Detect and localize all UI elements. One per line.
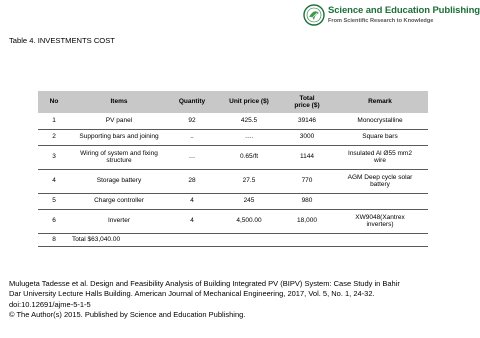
cell-unit-price: 4,500.00 bbox=[236, 217, 262, 225]
cell-remark bbox=[332, 169, 428, 193]
header-total-price bbox=[282, 91, 332, 113]
cell-item-line2: structure bbox=[106, 157, 132, 164]
citation-block bbox=[9, 279, 445, 320]
cell-remark: Monocrystalline bbox=[357, 117, 403, 125]
header-unit-price: Unit price ($) bbox=[229, 98, 269, 106]
cell-item bbox=[70, 145, 168, 169]
table-row bbox=[38, 193, 428, 209]
cell-remark-line1: AGM Deep cycle solar bbox=[347, 173, 413, 181]
cell-quantity: 4 bbox=[190, 197, 194, 205]
cell-remark-line2: inverters) bbox=[366, 221, 394, 228]
cell-no: 2 bbox=[52, 133, 56, 141]
citation-copyright: © The Author(s) 2015. Published by Science and Education Publishing. bbox=[9, 309, 246, 319]
cell-quantity: 4 bbox=[190, 217, 194, 225]
cell-item: Charge controller bbox=[94, 197, 144, 205]
cell-quantity: … bbox=[188, 153, 196, 161]
cell-remark-line1: Insulated Al Ø55 mm2 bbox=[348, 149, 412, 157]
cell-no: 8 bbox=[52, 235, 56, 243]
cell-item: Supporting bars and joining bbox=[79, 133, 159, 141]
cell-unit-price: 245 bbox=[243, 197, 255, 205]
table-header-row bbox=[38, 91, 428, 113]
header-remark: Remark bbox=[368, 98, 392, 106]
table-row bbox=[38, 145, 428, 169]
citation-doi: doi:10.12691/ajme-5-1-5 bbox=[9, 299, 91, 309]
cell-unit-price: 425.5 bbox=[240, 117, 258, 125]
cell-total-price: 18,000 bbox=[297, 217, 317, 225]
cell-remark bbox=[332, 209, 428, 233]
header-total-price-line2: price ($) bbox=[294, 102, 320, 109]
cell-total-price: 39146 bbox=[297, 117, 317, 125]
cell-no: 3 bbox=[52, 153, 56, 161]
cell-item: Storage battery bbox=[96, 177, 142, 185]
cell-unit-price: 0.65/ft bbox=[239, 153, 259, 161]
citation-line-1: Mulugeta Tadesse et al. Design and Feasibility Analysis of Building Integrated PV (BIPV) System: Case Study in Bahir bbox=[9, 279, 400, 288]
cell-no: 6 bbox=[52, 217, 56, 225]
cell-remark bbox=[332, 145, 428, 169]
cell-item: Inverter bbox=[107, 217, 131, 225]
table-row bbox=[38, 169, 428, 193]
cell-remark: Square bars bbox=[362, 133, 398, 141]
cell-unit-price: 27.5 bbox=[242, 177, 256, 185]
cell-quantity: 92 bbox=[188, 117, 196, 125]
cell-no: 4 bbox=[52, 177, 56, 185]
header-quantity: Quantity bbox=[178, 98, 206, 106]
table-total-row bbox=[38, 233, 428, 246]
cell-remark-line2: wire bbox=[374, 157, 386, 164]
cell-remark-line1: XW9048(Xantrex bbox=[355, 213, 405, 221]
table-title: Table 4. INVESTMENTS COST bbox=[9, 36, 115, 45]
cell-total-price: 3000 bbox=[299, 133, 315, 141]
table-row bbox=[38, 129, 428, 145]
cell-total-label: Total $63,040.00 bbox=[72, 235, 121, 243]
citation-line-2: Dar University Lecture Halls Building. American Journal of Mechanical Engineering, 2017, Vol. 5, No. 1, 24-32. bbox=[9, 289, 375, 299]
cell-quantity: .. bbox=[190, 133, 194, 141]
header-total-price-line1: Total bbox=[299, 94, 315, 102]
logo-subtitle: From Scientific Research to Knowledge bbox=[328, 18, 434, 24]
table-row bbox=[38, 209, 428, 233]
publisher-logo bbox=[303, 4, 480, 28]
logo-title: Science and Education Publishing bbox=[328, 5, 480, 16]
table-row bbox=[38, 113, 428, 129]
cell-quantity: 28 bbox=[188, 177, 196, 185]
cell-total-price: 980 bbox=[301, 197, 313, 205]
cell-total-price: 1144 bbox=[300, 153, 314, 161]
cell-unit-price: …. bbox=[244, 133, 254, 141]
header-items: Items bbox=[110, 98, 128, 106]
cell-no: 5 bbox=[52, 197, 56, 205]
header-no: No bbox=[49, 98, 59, 106]
investment-cost-table bbox=[38, 91, 428, 247]
cell-remark-line2: battery bbox=[370, 181, 390, 188]
seal-leaf-icon bbox=[303, 4, 325, 26]
cell-remark bbox=[332, 193, 428, 209]
cell-item-line1: Wiring of system and fixing bbox=[80, 149, 158, 157]
cell-no: 1 bbox=[52, 117, 56, 125]
cell-item: PV panel bbox=[105, 117, 133, 125]
cell-total-price: 770 bbox=[301, 177, 313, 185]
